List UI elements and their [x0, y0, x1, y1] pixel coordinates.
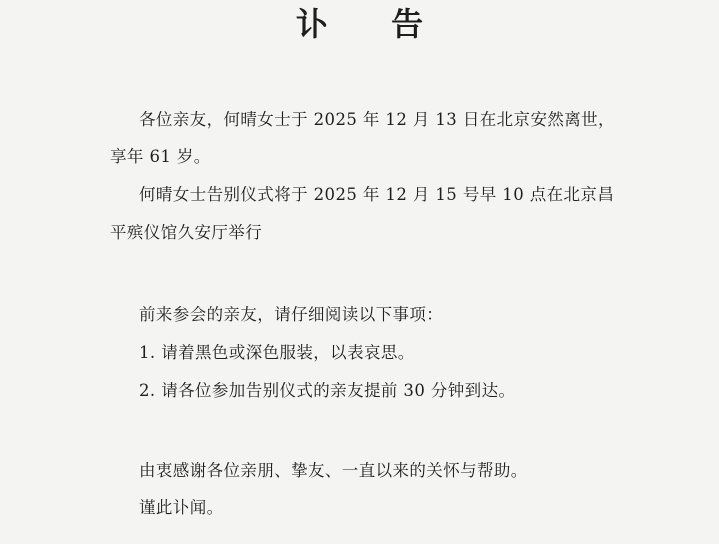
instructions-intro: 前来参会的亲友，请仔细阅读以下事项：	[139, 305, 444, 324]
closing-line: 谨此讣闻。	[139, 498, 224, 517]
instruction-item-1: 1. 请着黑色或深色服装，以表哀思。	[139, 343, 415, 362]
thanks-line: 由衷感谢各位亲朋、挚友、一直以来的关怀与帮助。	[139, 461, 528, 480]
ceremony-line-2: 平殡仪馆久安厅举行	[110, 223, 263, 242]
announcement-line-2: 享年 61 岁。	[110, 147, 211, 166]
announcement-line-1: 各位亲友，何晴女士于 2025 年 12 月 13 日在北京安然离世，	[139, 110, 615, 129]
ceremony-line-1: 何晴女士告别仪式将于 2025 年 12 月 15 号早 10 点在北京昌	[139, 185, 615, 204]
notice-title: 讣 告	[295, 5, 450, 43]
instruction-item-2: 2. 请各位参加告别仪式的亲友提前 30 分钟到达。	[139, 381, 516, 400]
